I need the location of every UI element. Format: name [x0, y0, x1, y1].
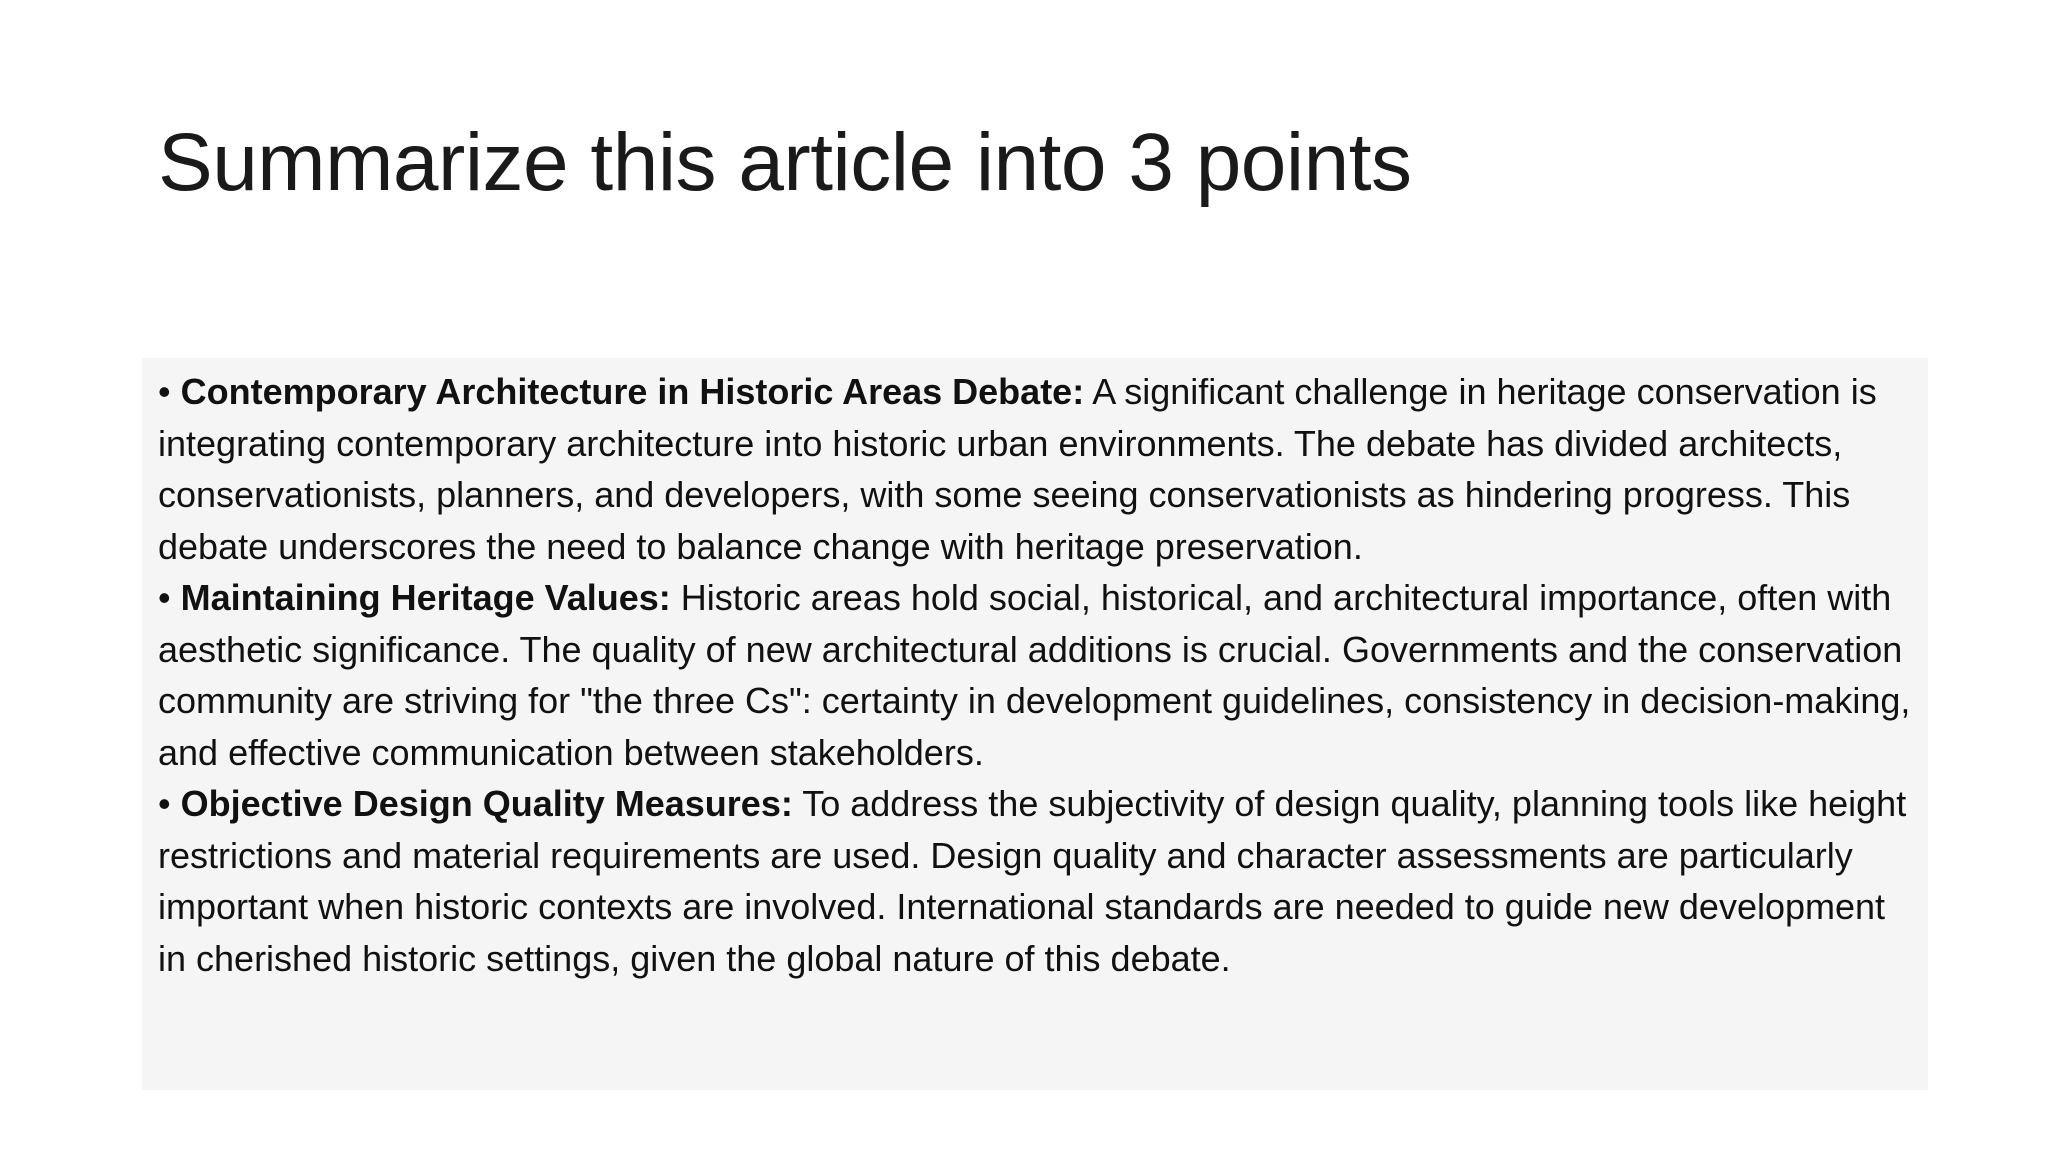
summary-point-3: [158, 778, 1912, 984]
slide-title: Summarize this article into 3 points: [158, 117, 1412, 208]
summary-point-2: [158, 572, 1912, 778]
point-heading: Contemporary Architecture in Historic Areas Debate:: [180, 371, 1085, 412]
bullet-marker: •: [158, 577, 171, 618]
summary-point-1: [158, 366, 1912, 572]
bullet-marker: •: [158, 783, 171, 824]
point-text: A significant challenge in heritage conservation is integrating contemporary architecture into historic urban environments. The debate has divided architects, conservationists, planners, and developers, with some seeing conservationists as hindering progress. This debate underscores the need to balance change with heritage preservation.: [158, 371, 1877, 567]
point-text: Historic areas hold social, historical, and architectural importance, often with aesthetic significance. The quality of new architectural additions is crucial. Governments and the conservation community are striving for "the three Cs": certainty in development guidelines, consistency in decision-making, and effective communication between stakeholders.: [158, 577, 1911, 773]
summary-text-box[interactable]: [142, 358, 1928, 1090]
point-heading: Objective Design Quality Measures:: [180, 783, 793, 824]
point-heading: Maintaining Heritage Values:: [180, 577, 671, 618]
bullet-marker: •: [158, 371, 171, 412]
point-text: To address the subjectivity of design quality, planning tools like height restrictions and material requirements are used. Design quality and character assessments are particularly important when historic contexts are involved. International standards are needed to guide new development in cherished historic settings, given the global nature of this debate.: [158, 783, 1907, 979]
